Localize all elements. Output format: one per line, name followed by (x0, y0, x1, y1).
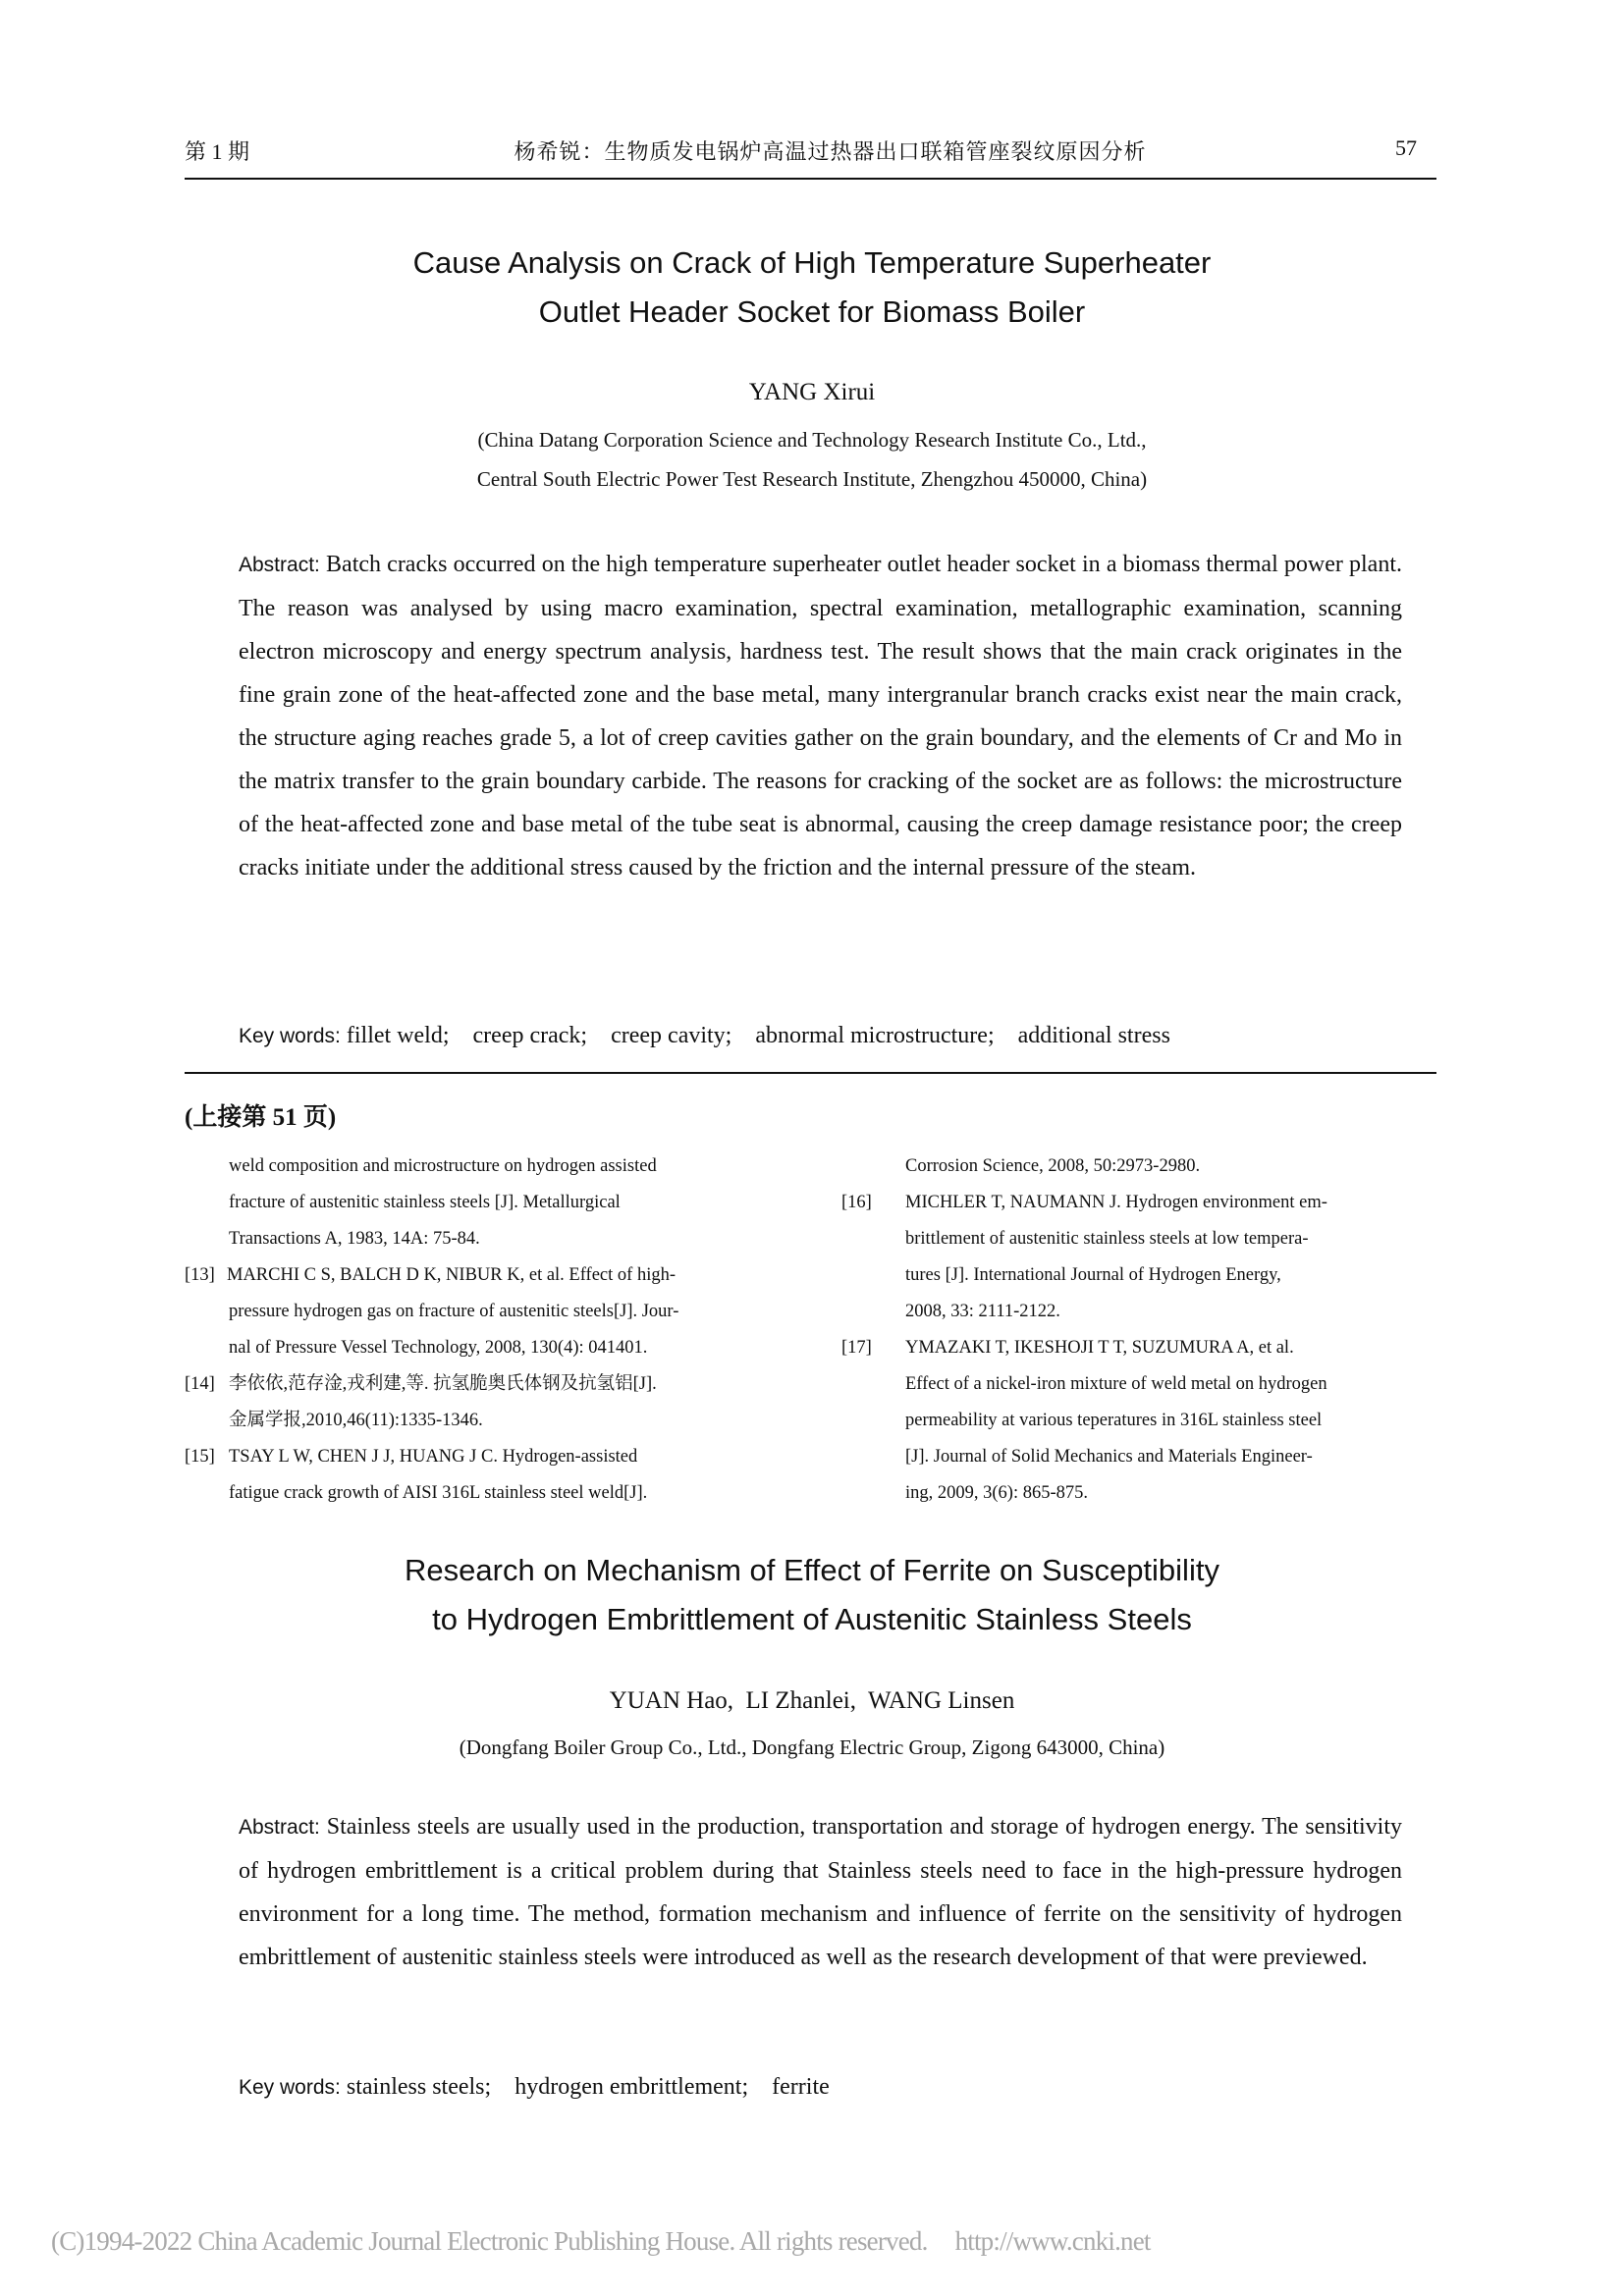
running-title: 杨希锐：生物质发电锅炉高温过热器出口联箱管座裂纹原因分析 (514, 139, 1147, 164)
keyword: creep cavity; (611, 1023, 732, 1048)
article1-title-line: Cause Analysis on Crack of High Temperature Superheater (412, 245, 1212, 280)
keyword: stainless steels; (346, 2074, 492, 2100)
keyword: creep crack; (472, 1023, 588, 1048)
header-rule (185, 178, 1436, 180)
keywords-label: Key words: (239, 1025, 341, 1047)
keywords-label: Key words: (239, 2076, 341, 2099)
abstract-label: Abstract: (239, 1816, 320, 1839)
article1-abstract (239, 543, 1402, 889)
keyword: abnormal microstructure; (755, 1023, 995, 1048)
issue-number: 第 1 期 (185, 139, 250, 164)
footer-url-link[interactable]: http://www.cnki.net (954, 2226, 1151, 2256)
keyword: fillet weld; (346, 1023, 450, 1048)
article2-authors: YUAN Hao, LI Zhanlei, WANG Linsen (609, 1687, 1015, 1714)
copyright-footer (51, 2226, 1151, 2257)
keyword: hydrogen embrittlement; (514, 2074, 749, 2100)
references-left-column (185, 1148, 793, 1512)
article2-title-line: to Hydrogen Embrittlement of Austenitic Stainless Steels (432, 1602, 1192, 1636)
running-header (185, 135, 1436, 165)
reference-item: [13] MARCHI C S, BALCH D K, NIBUR K, et al. Effect of high- pressure hydrogen gas on fracture of austenitic steels[J]. Jour- nal of Pressure Vessel Technology, 2008, 130(4): 041401. (185, 1257, 793, 1366)
section-rule (185, 1072, 1436, 1074)
article1-title (0, 239, 1624, 337)
article1-affiliation (0, 420, 1624, 499)
abstract-label: Abstract: (239, 554, 320, 576)
reference-item: [17] YMAZAKI T, IKESHOJI T T, SUZUMURA A, et al. Effect of a nickel-iron mixture of weld metal on hydrogen permeability at various teperatures in 316L stainless steel [J]. Journal of Solid Mechanics and Materials Engineer- ing, 2009, 3(6): 865-875. (841, 1330, 1450, 1512)
article1-title-line: Outlet Header Socket for Biomass Boiler (538, 294, 1086, 329)
keyword: additional stress (1017, 1023, 1170, 1048)
affiliation-line: (Dongfang Boiler Group Co., Ltd., Dongfang Electric Group, Zigong 643000, China) (459, 1735, 1165, 1759)
reference-number: [13] (185, 1265, 215, 1285)
page-number: 57 (1395, 135, 1417, 160)
references-right-column (841, 1148, 1450, 1512)
reference-item: [15] TSAY L W, CHEN J J, HUANG J C. Hydrogen-assisted fatigue crack growth of AISI 316L stainless steel weld[J]. (185, 1439, 793, 1512)
article2-abstract (239, 1805, 1402, 1979)
affiliation-line: Central South Electric Power Test Research Institute, Zhengzhou 450000, China) (476, 467, 1148, 491)
article2-keywords (239, 2074, 1407, 2101)
reference-number: [16] (841, 1193, 872, 1212)
reference-item: [16] MICHLER T, NAUMANN J. Hydrogen environment em- brittlement of austenitic stainless steels at low tempera- tures [J]. International Journal of Hydrogen Energy, 2008, 33: 2111-2122. (841, 1185, 1450, 1330)
abstract-text: Stainless steels are usually used in the production, transportation and storage of hydrogen energy. The sensitivity of hydrogen embrittlement is a critical problem during that Stainless steels need to face in the high-pressure hydrogen environment for a long time. The method, formation mechanism and influence of ferrite on the sensitivity of hydrogen embrittlement of austenitic stainless steels were introduced as well as the research development of that were previewed. (239, 1814, 1402, 1970)
keyword: ferrite (772, 2074, 830, 2100)
article2-affiliation (0, 1728, 1624, 1767)
abstract-text: Batch cracks occurred on the high temperature superheater outlet header socket in a biomass thermal power plant. The reason was analysed by using macro examination, spectral examination, metallographic examination, scanning electron microscopy and energy spectrum analysis, hardness test. The result shows that the main crack originates in the fine grain zone of the heat-affected zone and the base metal, many intergranular branch cracks exist near the main crack, the structure aging reaches grade 5, a lot of creep cavities gather on the grain boundary, and the elements of Cr and Mo in the matrix transfer to the grain boundary carbide. The reasons for cracking of the socket are as follows: the microstructure of the heat-affected zone and base metal of the tube seat is abnormal, causing the creep damage resistance poor; the creep cracks initiate under the additional stress caused by the friction and the internal pressure of the steam. (239, 552, 1402, 881)
article2-title (0, 1546, 1624, 1644)
article1-keywords (239, 1023, 1407, 1049)
reference-continuation: weld composition and microstructure on hydrogen assisted fracture of austenitic stainless steels [J]. Metallurgical Transactions A, 1983, 14A: 75-84. (229, 1156, 657, 1249)
copyright-text: (C)1994-2022 China Academic Journal Electronic Publishing House. All rights reserved. (51, 2226, 928, 2256)
article1-authors: YANG Xirui (748, 379, 876, 405)
reference-item: [14] 李依依,范存淦,戎利建,等. 抗氢脆奥氏体钢及抗氢铝[J]. 金属学报,2010,46(11):1335-1346. (185, 1366, 793, 1439)
reference-number: [14] (185, 1374, 215, 1394)
reference-continuation: Corrosion Science, 2008, 50:2973-2980. (905, 1156, 1201, 1176)
continued-from-label: (上接第 51 页) (185, 1104, 337, 1131)
article2-title-line: Research on Mechanism of Effect of Ferrite on Susceptibility (405, 1553, 1219, 1587)
affiliation-line: (China Datang Corporation Science and Technology Research Institute Co., Ltd., (477, 428, 1147, 452)
reference-number: [17] (841, 1338, 872, 1358)
reference-number: [15] (185, 1447, 215, 1467)
